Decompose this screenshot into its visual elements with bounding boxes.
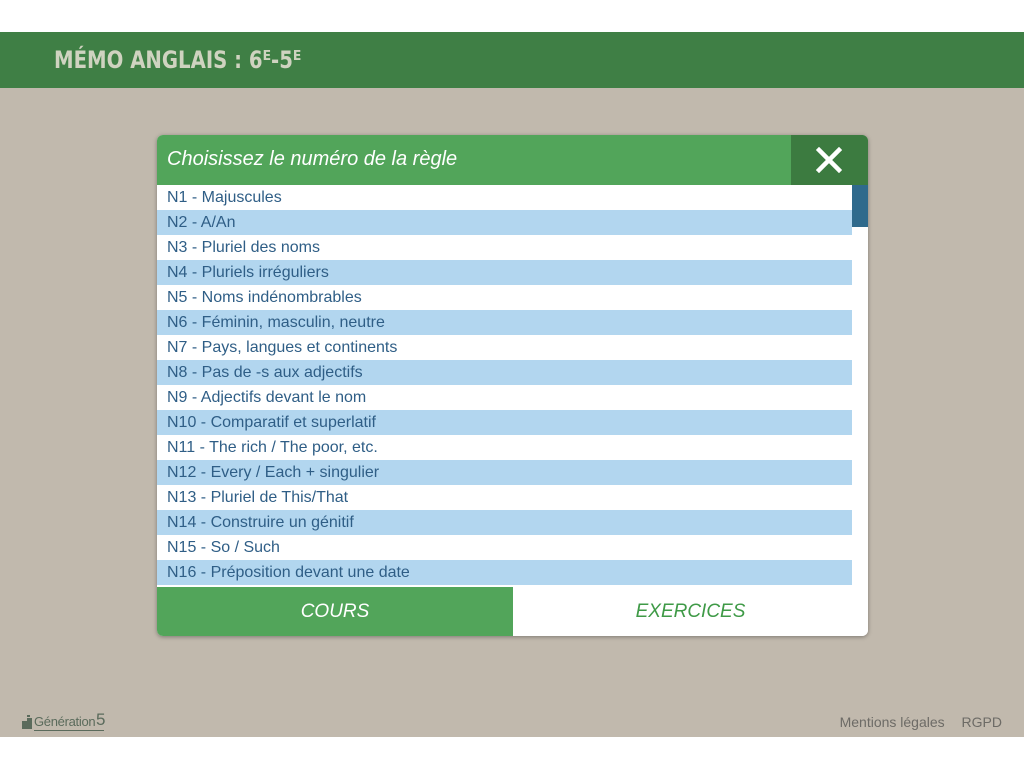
scrollbar-track[interactable] (852, 185, 868, 587)
rule-list[interactable] (157, 185, 868, 587)
list-item[interactable]: N12 - Every / Each + singulier (157, 460, 852, 485)
list-item[interactable]: N4 - Pluriels irréguliers (157, 260, 852, 285)
list-item[interactable]: N15 - So / Such (167, 539, 280, 556)
tab-exercices[interactable]: EXERCICES (513, 587, 868, 636)
list-item[interactable]: N9 - Adjectifs devant le nom (167, 389, 367, 406)
close-button[interactable] (791, 135, 868, 185)
dialog-title: Choisissez le numéro de la règle (167, 148, 458, 170)
dialog-tabs (157, 587, 868, 636)
list-item[interactable]: N1 - Majuscules (167, 189, 282, 206)
top-strip (0, 0, 1024, 32)
list-item[interactable]: N2 - A/An (157, 210, 852, 235)
list-item[interactable]: N14 - Construire un génitif (157, 510, 852, 535)
logo-text: Génération (34, 714, 96, 729)
list-item[interactable]: N16 - Préposition devant une date (157, 560, 852, 585)
list-item[interactable]: N6 - Féminin, masculin, neutre (157, 310, 852, 335)
list-item[interactable]: N10 - Comparatif et superlatif (157, 410, 852, 435)
app-header (0, 32, 1024, 88)
rule-picker-dialog (157, 135, 868, 636)
rgpd-link[interactable]: RGPD (961, 714, 1002, 730)
tab-cours[interactable]: COURS (157, 587, 513, 636)
list-item[interactable]: N7 - Pays, langues et continents (167, 339, 398, 356)
footer-links (827, 714, 1002, 730)
app-title: MÉMO ANGLAIS : 6ᴱ-5ᴱ (54, 46, 302, 74)
logo-underline (34, 730, 104, 731)
list-item[interactable]: N5 - Noms indénombrables (167, 289, 362, 306)
mentions-legales-link[interactable]: Mentions légales (839, 714, 945, 730)
list-item[interactable]: N11 - The rich / The poor, etc. (167, 439, 378, 456)
logo-blocks-icon (22, 715, 33, 729)
logo-number: 5 (96, 710, 106, 729)
scrollbar-thumb[interactable] (852, 185, 868, 227)
list-item[interactable]: N3 - Pluriel des noms (167, 239, 320, 256)
list-item[interactable]: N8 - Pas de -s aux adjectifs (157, 360, 852, 385)
dialog-header (157, 135, 868, 185)
list-item[interactable]: N13 - Pluriel de This/That (167, 489, 349, 506)
close-icon (816, 147, 842, 173)
